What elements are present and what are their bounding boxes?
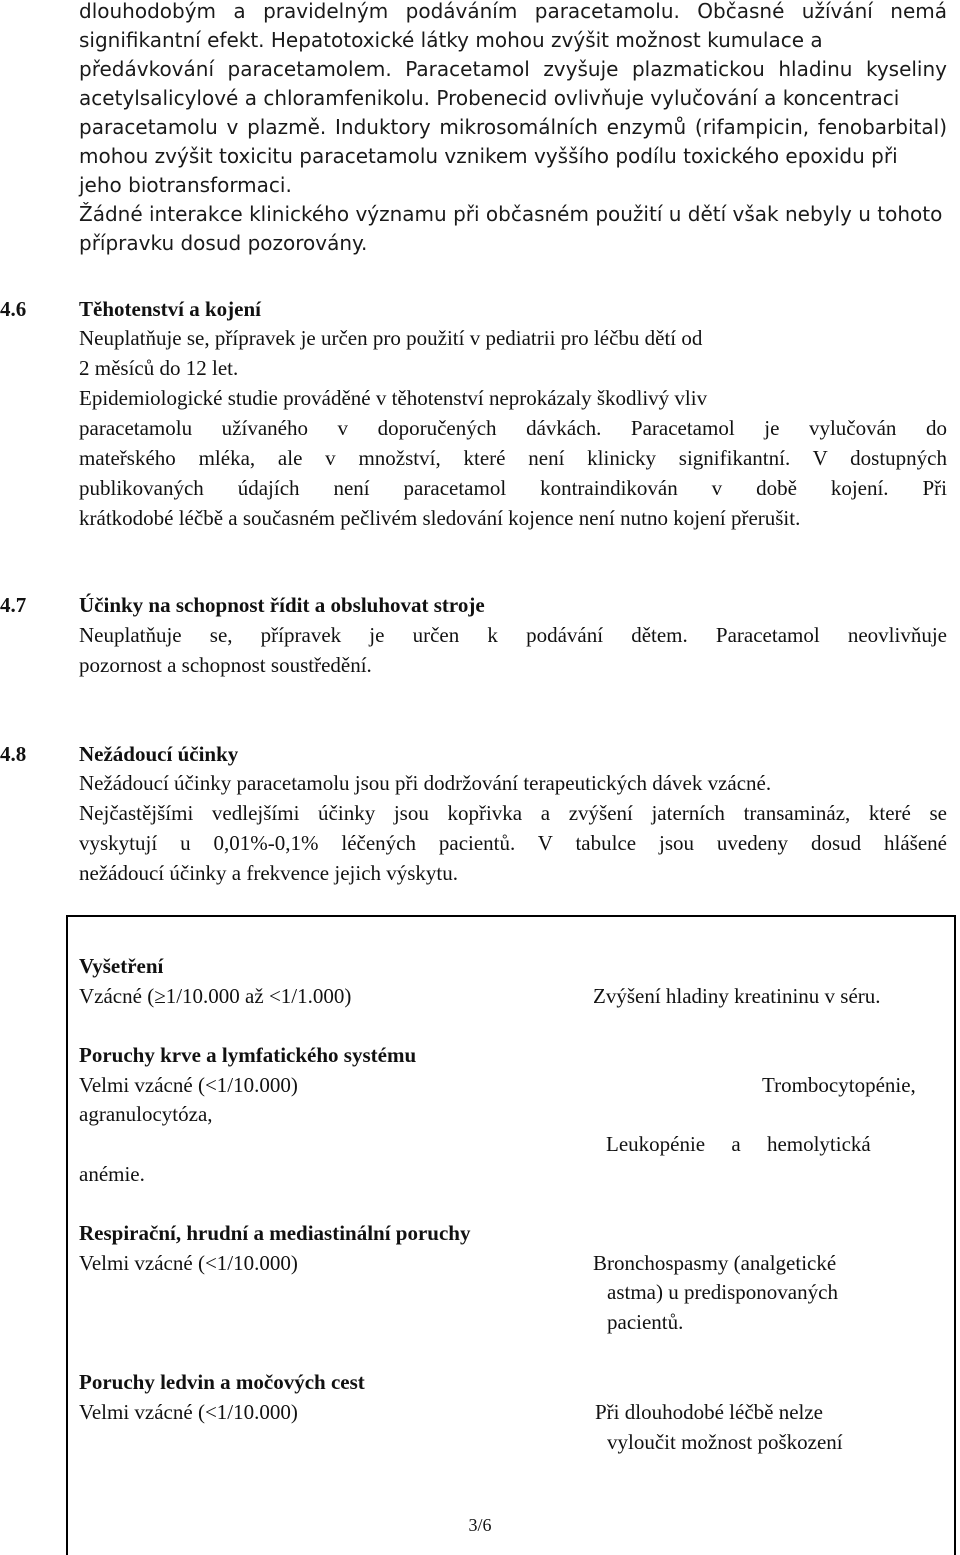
section-4-7-body xyxy=(79,620,947,680)
table-effect-continued: anémie. xyxy=(79,1162,145,1186)
section-4-8-body xyxy=(79,768,947,888)
intro-line: jeho biotransformaci. xyxy=(79,173,292,197)
intro-line: acetylsalicylové a chloramfenikolu. Probenecid ovlivňuje vylučování a koncentraci xyxy=(79,86,900,110)
table-effect: Zvýšení hladiny kreatininu v séru. xyxy=(593,984,881,1008)
section-number: 4.6 xyxy=(0,297,27,321)
table-effect: astma) u predisponovaných xyxy=(607,1280,838,1304)
section-title: Nežádoucí účinky xyxy=(79,742,239,766)
body-line: Neuplatňuje se, přípravek je určen pro použití v pediatrii pro léčbu dětí od xyxy=(79,326,703,350)
table-effect: Při dlouhodobé léčbě nelze xyxy=(595,1400,824,1424)
body-line: pozornost a schopnost soustředění. xyxy=(79,653,372,677)
section-title: Účinky na schopnost řídit a obsluhovat stroje xyxy=(79,593,485,617)
body-line: Nejčastějšími vedlejšími účinky jsou kopřivka a zvýšení jaterních transamináz, které se xyxy=(79,801,947,825)
body-line: Epidemiologické studie prováděné v těhotenství neprokázaly škodlivý vliv xyxy=(79,386,708,410)
table-group-heading: Respirační, hrudní a mediastinální poruchy xyxy=(79,1221,471,1245)
table-frequency: Velmi vzácné (<1/10.000) xyxy=(79,1073,298,1097)
table-frequency: Velmi vzácné (<1/10.000) xyxy=(79,1400,298,1424)
table-effect: vyloučit možnost poškození xyxy=(607,1430,843,1454)
table-effect: pacientů. xyxy=(607,1310,684,1334)
body-line: 2 měsíců do 12 let. xyxy=(79,356,239,380)
table-effect: Trombocytopénie, xyxy=(762,1073,916,1097)
intro-line: přípravku dosud pozorovány. xyxy=(79,231,368,255)
body-line: mateřského mléka, ale v množství, které není klinicky signifikantní. V dostupných xyxy=(79,446,947,470)
section-number: 4.8 xyxy=(0,742,27,766)
body-line: nežádoucí účinky a frekvence jejich výskytu. xyxy=(79,861,459,885)
section-4-6-body xyxy=(79,323,947,533)
intro-line: paracetamolu v plazmě. Induktory mikrosomálních enzymů (rifampicin, fenobarbital) xyxy=(79,115,947,139)
intro-paragraph xyxy=(79,0,947,258)
table-effect: Bronchospasmy (analgetické xyxy=(593,1251,837,1275)
section-title: Těhotenství a kojení xyxy=(79,297,262,321)
table-frequency: Velmi vzácné (<1/10.000) xyxy=(79,1251,298,1275)
table-group-heading: Poruchy ledvin a močových cest xyxy=(79,1370,365,1394)
intro-line: signifikantní efekt. Hepatotoxické látky mohou zvýšit možnost kumulace a xyxy=(79,28,823,52)
body-line: krátkodobé léčbě a současném pečlivém sledování kojence není nutno kojení přerušit. xyxy=(79,506,801,530)
body-line: vyskytují u 0,01%-0,1% léčených pacientů. V tabulce jsou uvedeny dosud hlášené xyxy=(79,831,947,855)
table-group-heading: Poruchy krve a lymfatického systému xyxy=(79,1043,417,1067)
intro-line: předávkování paracetamolem. Paracetamol zvyšuje plazmatickou hladinu kyseliny xyxy=(79,57,947,81)
table-frequency: Vzácné (≥1/10.000 až <1/1.000) xyxy=(79,984,352,1008)
body-line: paracetamolu užívaného v doporučených dávkách. Paracetamol je vylučován do xyxy=(79,416,947,440)
page-number: 3/6 xyxy=(468,1515,492,1535)
section-number: 4.7 xyxy=(0,593,27,617)
intro-line: dlouhodobým a pravidelným podáváním paracetamolu. Občasné užívání nemá xyxy=(79,0,947,23)
table-group-heading: Vyšetření xyxy=(79,954,164,978)
intro-line: mohou zvýšit toxicitu paracetamolu vznikem vyššího podílu toxického epoxidu při xyxy=(79,144,898,168)
body-line: Nežádoucí účinky paracetamolu jsou při dodržování terapeutických dávek vzácné. xyxy=(79,771,772,795)
intro-line: Žádné interakce klinického významu při občasném použití u dětí však nebyly u tohoto xyxy=(79,202,943,226)
table-effect: Leukopénie a hemolytická xyxy=(606,1132,871,1156)
table-effect-continued: agranulocytóza, xyxy=(79,1102,213,1126)
body-line: publikovaných údajích není paracetamol kontraindikován v době kojení. Při xyxy=(79,476,947,500)
body-line: Neuplatňuje se, přípravek je určen k podávání dětem. Paracetamol neovlivňuje xyxy=(79,623,947,647)
